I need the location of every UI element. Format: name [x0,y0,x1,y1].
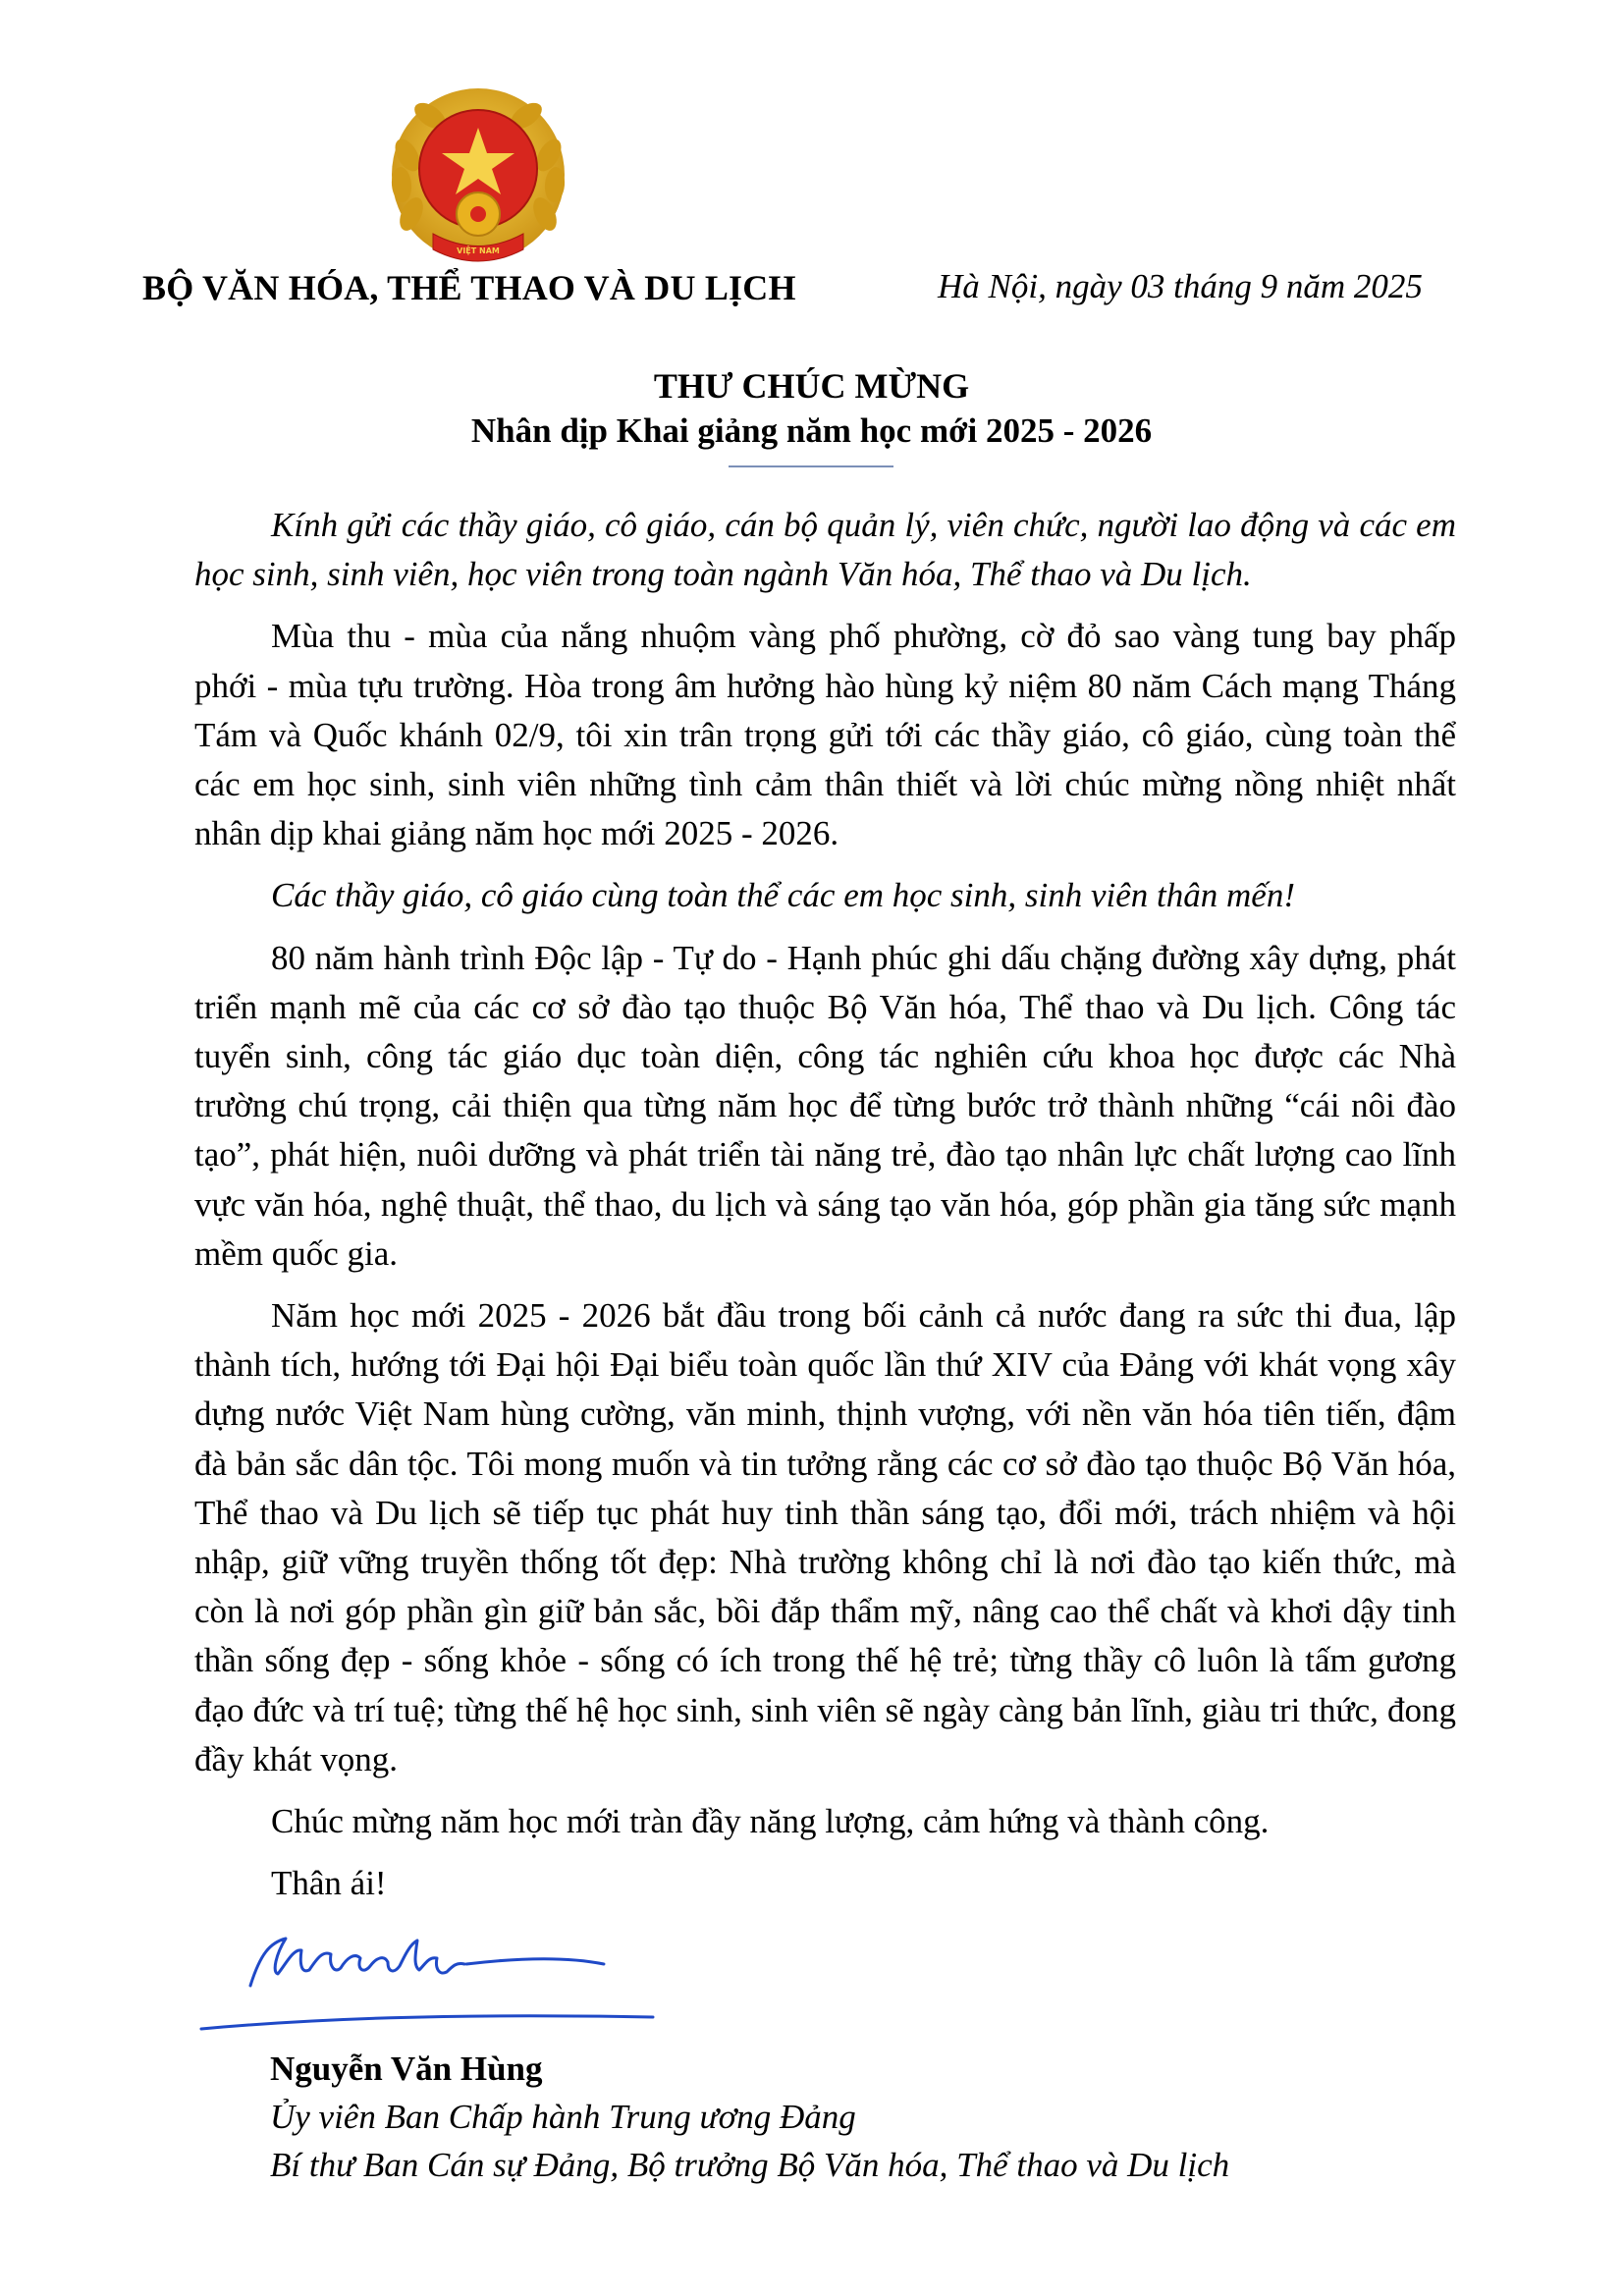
wish: Chúc mừng năm học mới tràn đầy năng lượng, cảm hứng và thành công. [271,1802,1270,1841]
letter-title: THƯ CHÚC MỪNG [653,366,970,406]
closing: Thân ái! [271,1864,387,1903]
signer-role-1: Ủy viên Ban Chấp hành Trung ương Đảng [270,2098,856,2136]
emblem-banner-text: VIỆT NAM [457,246,500,255]
title-divider [729,465,893,467]
paragraph-2: 80 năm hành trình Độc lập - Tự do - Hạnh phúc ghi dấu chặng đường xây dựng, phát triển mạnh mẽ của các cơ sở đào tạo thuộc Bộ Văn hóa, Thể thao và Du lịch. Công tác tuyển sinh, công tác giáo dục toàn diện, công tác nghiên cứu khoa học được các Nhà trường chú trọng, cải thiện qua từng năm học để từng bước trở thành những “cái nôi đào tạo”, phát hiện, nuôi dưỡng và phát triển tài năng trẻ, đào tạo nhân lực chất lượng cao lĩnh vực văn hóa, nghệ thuật, thể thao, du lịch và sáng tạo văn hóa, góp phần gia tăng sức mạnh mềm quốc gia. [194,938,1456,1273]
letter-body [194,501,1456,1921]
signer-role-2: Bí thư Ban Cán sự Đảng, Bộ trưởng Bộ Văn hóa, Thể thao và Du lịch [270,2146,1230,2184]
national-emblem-icon [386,86,570,273]
paragraph-3: Năm học mới 2025 - 2026 bắt đầu trong bối cảnh cả nước đang ra sức thi đua, lập thành tích, hướng tới Đại hội Đại biểu toàn quốc lần thứ XIV của Đảng với khát vọng xây dựng nước Việt Nam hùng cường, văn minh, thịnh vượng, với nền văn hóa tiên tiến, đậm đà bản sắc dân tộc. Tôi mong muốn và tin tưởng rằng các cơ sở đào tạo thuộc Bộ Văn hóa, Thể thao và Du lịch sẽ tiếp tục phát huy tinh thần sáng tạo, đổi mới, trách nhiệm và hội nhập, giữ vững truyền thống tốt đẹp: Nhà trường không chỉ là nơi đào tạo kiến thức, mà còn là nơi góp phần gìn giữ bản sắc, bồi đắp thẩm mỹ, nâng cao thể chất và khơi dậy tinh thần sống đẹp - sống khỏe - sống có ích trong thế hệ trẻ; từng thầy cô luôn là tấm gương đạo đức và trí tuệ; từng thế hệ học sinh, sinh viên sẽ ngày càng bản lĩnh, giàu tri thức, đong đầy khát vọng. [194,1296,1456,1778]
paragraph-1: Mùa thu - mùa của nắng nhuộm vàng phố phường, cờ đỏ sao vàng tung bay phấp phới - mùa tựu trường. Hòa trong âm hưởng hào hùng kỷ niệm 80 năm Cách mạng Tháng Tám và Quốc khánh 02/9, tôi xin trân trọng gửi tới các thầy giáo, cô giáo, cùng toàn thể các em học sinh, sinh viên những tình cảm thân thiết và lời chúc mừng nồng nhiệt nhất nhân dịp khai giảng năm học mới 2025 - 2026. [194,617,1456,853]
place-date: Hà Nội, ngày 03 tháng 9 năm 2025 [938,267,1423,305]
signer-block [270,2045,1448,2189]
organization-name: BỘ VĂN HÓA, THỂ THAO VÀ DU LỊCH [142,268,796,307]
address-line: Các thầy giáo, cô giáo cùng toàn thể các em học sinh, sinh viên thân mến! [271,876,1295,915]
signer-name: Nguyễn Văn Hùng [270,2050,543,2088]
signature-image [191,1915,682,2033]
salutation: Kính gửi các thầy giáo, cô giáo, cán bộ quản lý, viên chức, người lao động và các em học sinh, sinh viên, học viên trong toàn ngành Văn hóa, Thể thao và Du lịch. [194,506,1456,594]
letter-subtitle: Nhân dịp Khai giảng năm học mới 2025 - 2026 [470,411,1153,450]
